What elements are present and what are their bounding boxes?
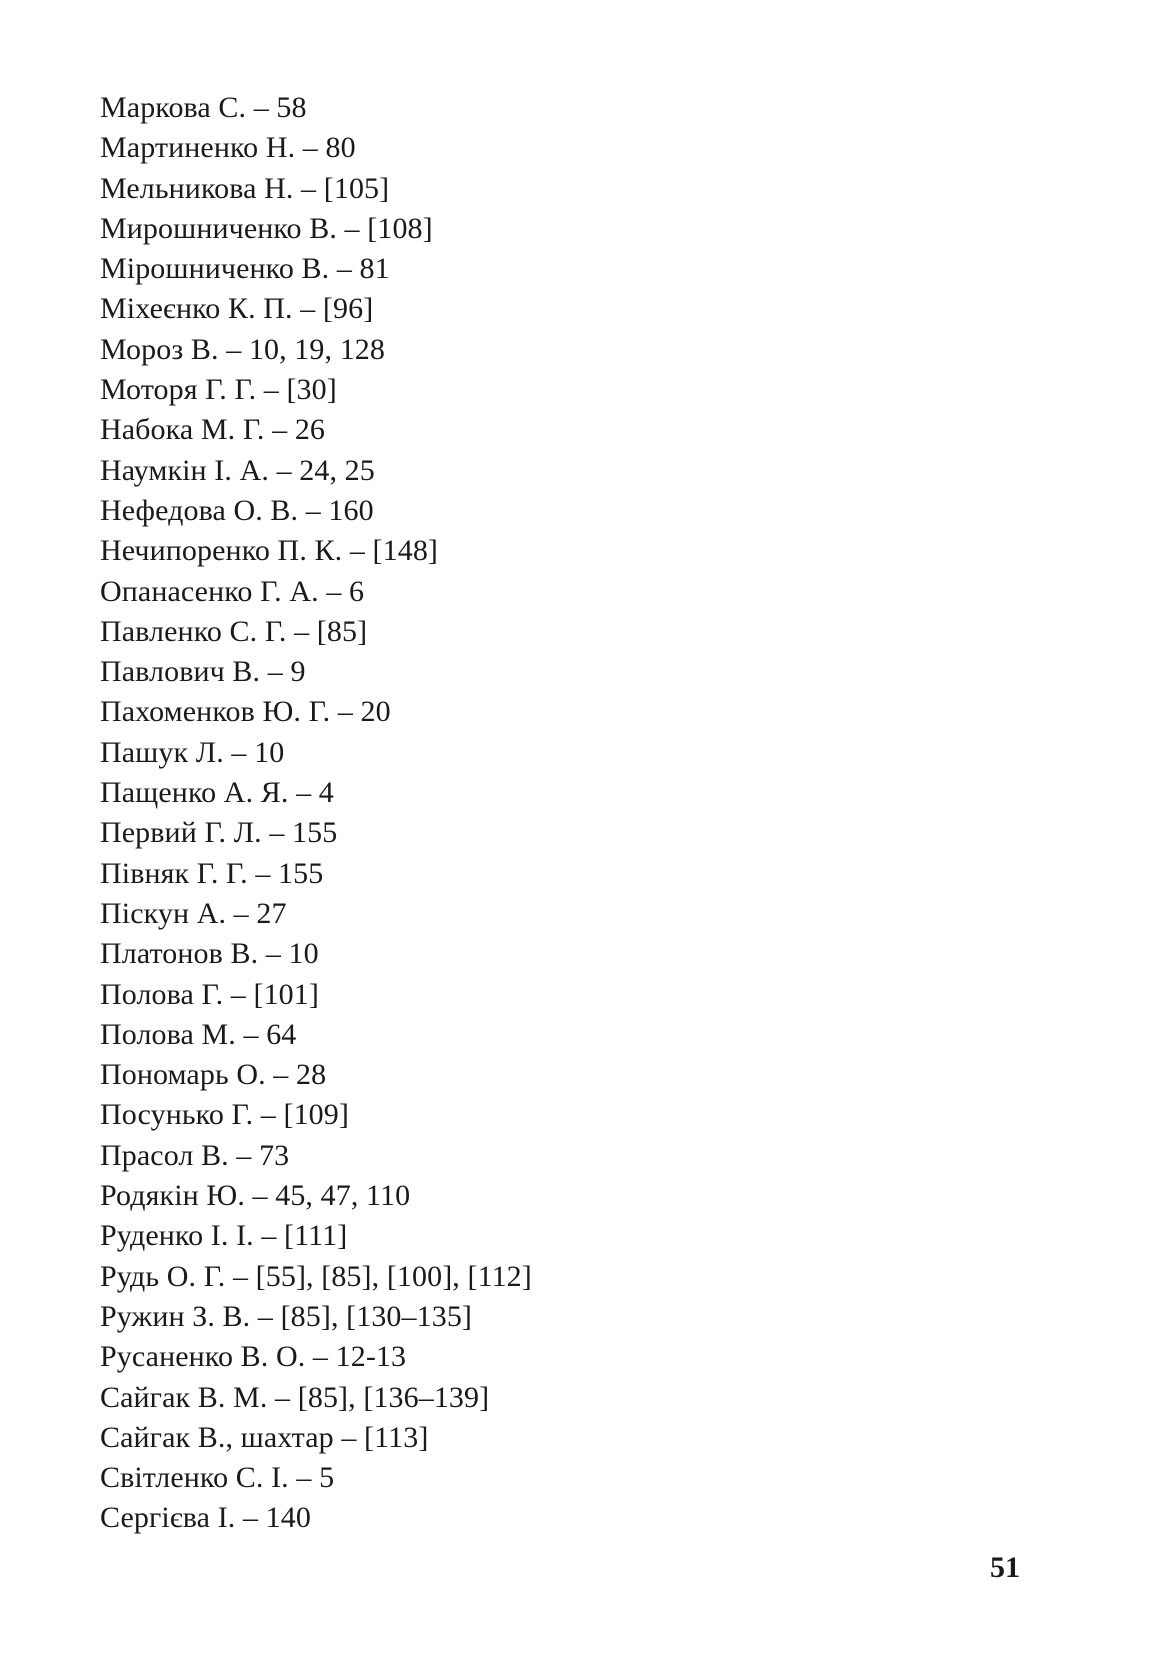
index-entry: Русаненко В. О. – 12-13 — [100, 1340, 407, 1374]
index-entry: Набока М. Г. – 26 — [100, 413, 326, 447]
index-entry: Ружин З. В. – [85], [130–135] — [100, 1299, 473, 1333]
index-entry: Рудь О. Г. – [55], [85], [100], [112] — [100, 1259, 532, 1293]
index-entry: Сайгак В., шахтар – [113] — [100, 1420, 429, 1454]
index-entry: Пахоменков Ю. Г. – 20 — [100, 695, 391, 729]
index-entry: Полова Г. – [101] — [100, 977, 319, 1011]
index-entry: Руденко І. І. – [111] — [100, 1219, 348, 1253]
index-entry: Мирошниченко В. – [108] — [100, 211, 433, 245]
index-entry: Півняк Г. Г. – 155 — [100, 856, 324, 890]
index-entry: Нефедова О. В. – 160 — [100, 493, 374, 527]
index-entry: Пономарь О. – 28 — [100, 1058, 327, 1092]
index-entry: Платонов В. – 10 — [100, 937, 319, 971]
index-entry: Моторя Г. Г. – [30] — [100, 373, 337, 407]
name-index-list — [100, 88, 532, 1539]
index-entry: Пашук Л. – 10 — [100, 735, 285, 769]
index-entry: Мартиненко Н. – 80 — [100, 131, 356, 165]
index-entry: Світленко С. І. – 5 — [100, 1461, 335, 1495]
index-entry: Сайгак В. М. – [85], [136–139] — [100, 1380, 490, 1414]
index-entry: Піскун А. – 27 — [100, 896, 287, 930]
index-entry: Нечипоренко П. К. – [148] — [100, 534, 439, 568]
index-entry: Мороз В. – 10, 19, 128 — [100, 332, 385, 366]
index-entry: Прасол В. – 73 — [100, 1138, 290, 1172]
index-entry: Посунько Г. – [109] — [100, 1098, 349, 1132]
index-entry: Наумкін І. А. – 24, 25 — [100, 453, 375, 487]
index-entry: Родякін Ю. – 45, 47, 110 — [100, 1179, 411, 1213]
index-entry: Міхеєнко К. П. – [96] — [100, 292, 374, 326]
index-entry: Мірошниченко В. – 81 — [100, 252, 390, 286]
index-entry: Первий Г. Л. – 155 — [100, 816, 338, 850]
index-entry: Пащенко А. Я. – 4 — [100, 776, 334, 810]
index-entry: Полова М. – 64 — [100, 1017, 297, 1051]
index-entry: Павленко С. Г. – [85] — [100, 614, 368, 648]
index-entry: Павлович В. – 9 — [100, 655, 306, 689]
index-entry: Маркова С. – 58 — [100, 91, 307, 124]
index-entry: Мельникова Н. – [105] — [100, 171, 390, 205]
index-entry: Сергієва І. – 140 — [100, 1501, 311, 1535]
page-number: 51 — [990, 1551, 1020, 1584]
index-entry: Опанасенко Г. А. – 6 — [100, 574, 365, 608]
